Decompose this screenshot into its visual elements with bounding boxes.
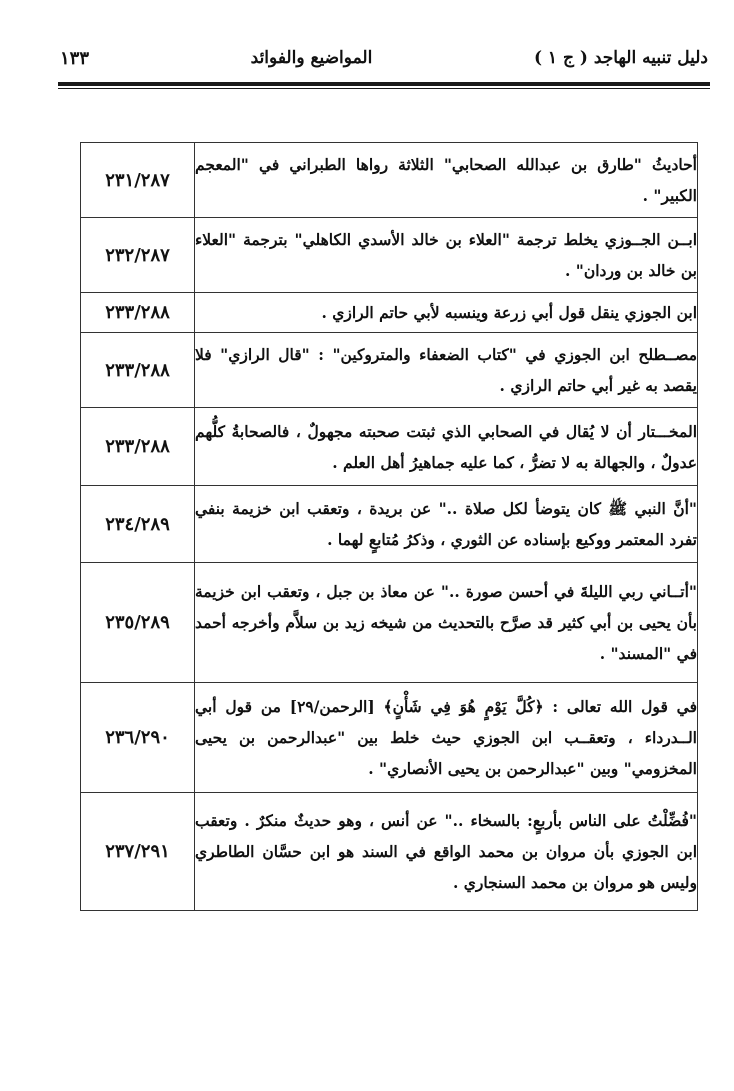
row-text: "فُضِّلْتُ على الناس بأربعٍ: بالسخاء .." عن أنس ، وهو حديثٌ منكرٌ . وتعقب ابن الجوزي بأن مروان بن محمد الواقع في السند هو ابن حسَّان الطاطري وليس هو مروان بن محمد السنجاري .	[195, 793, 698, 911]
running-header	[60, 40, 708, 76]
topics-table	[80, 142, 698, 911]
row-text: "أتــاني ربي الليلةَ في أحسن صورة .." عن معاذ بن جبل ، وتعقب ابن خزيمة بأن يحيى بن أبي كثير قد صرَّح بالتحديث من شيخه زيد بن سلاَّم وأخرجه أحمد في "المسند" .	[195, 563, 698, 683]
row-text: ابــن الجــوزي يخلط ترجمة "العلاء بن خالد الأسدي الكاهلي" بترجمة "العلاء بن خالد بن وردان" .	[195, 218, 698, 293]
row-reference: ٢٣٧/٢٩١	[81, 793, 195, 911]
table-row	[81, 293, 698, 333]
row-text: المخـــتار أن لا يُقال في الصحابي الذي ثبتت صحبته مجهولٌ ، فالصحابةُ كلُّهم عدولٌ ، والجهالة به لا تضرُّ ، كما عليه جماهيرُ أهل العلم .	[195, 408, 698, 486]
row-reference: ٢٣٦/٢٩٠	[81, 683, 195, 793]
table-row	[81, 683, 698, 793]
page-number: ١٣٣	[60, 47, 90, 69]
section-title: المواضيع والفوائد	[250, 48, 373, 68]
header-rule-thick	[58, 82, 710, 86]
row-reference: ٢٣٥/٢٨٩	[81, 563, 195, 683]
row-text: مصــطلح ابن الجوزي في "كتاب الضعفاء والمتروكين" : "قال الرازي" فلا يقصد به غير أبي حاتم الرازي .	[195, 333, 698, 408]
book-title: دليل تنبيه الهاجد ( ج ١ )	[533, 48, 708, 68]
row-text: ابن الجوزي ينقل قول أبي زرعة وينسبه لأبي حاتم الرازي .	[195, 293, 698, 333]
row-reference: ٢٣١/٢٨٧	[81, 143, 195, 218]
table-row	[81, 408, 698, 486]
table-row	[81, 563, 698, 683]
header-rule-thin	[58, 88, 710, 89]
table-row	[81, 143, 698, 218]
row-reference: ٢٣٣/٢٨٨	[81, 408, 195, 486]
row-text: أحاديثُ "طارق بن عبدالله الصحابي" الثلاثة رواها الطبراني في "المعجم الكبير" .	[195, 143, 698, 218]
row-reference: ٢٣٤/٢٨٩	[81, 486, 195, 563]
row-reference: ٢٣٣/٢٨٨	[81, 293, 195, 333]
table-row	[81, 486, 698, 563]
row-reference: ٢٣٣/٢٨٨	[81, 333, 195, 408]
table-row	[81, 333, 698, 408]
table-row	[81, 793, 698, 911]
row-text: في قول الله تعالى : ﴿كُلَّ يَوْمٍ هُوَ فِي شَأْنٍ﴾ [الرحمن/٢٩] من قول أبي الــدرداء ، وتعقــب ابن الجوزي حيث خلط بين "عبدالرحمن بن يحيى المخزومي" وبين "عبدالرحمن بن يحيى الأنصاري" .	[195, 683, 698, 793]
row-text: "أنَّ النبي ﷺ كان يتوضأ لكل صلاة .." عن بريدة ، وتعقب ابن خزيمة بنفي تفرد المعتمر ووكيع بإسناده عن الثوري ، وذكرُ مُتابعٍ لهما .	[195, 486, 698, 563]
row-reference: ٢٣٢/٢٨٧	[81, 218, 195, 293]
table-row	[81, 218, 698, 293]
